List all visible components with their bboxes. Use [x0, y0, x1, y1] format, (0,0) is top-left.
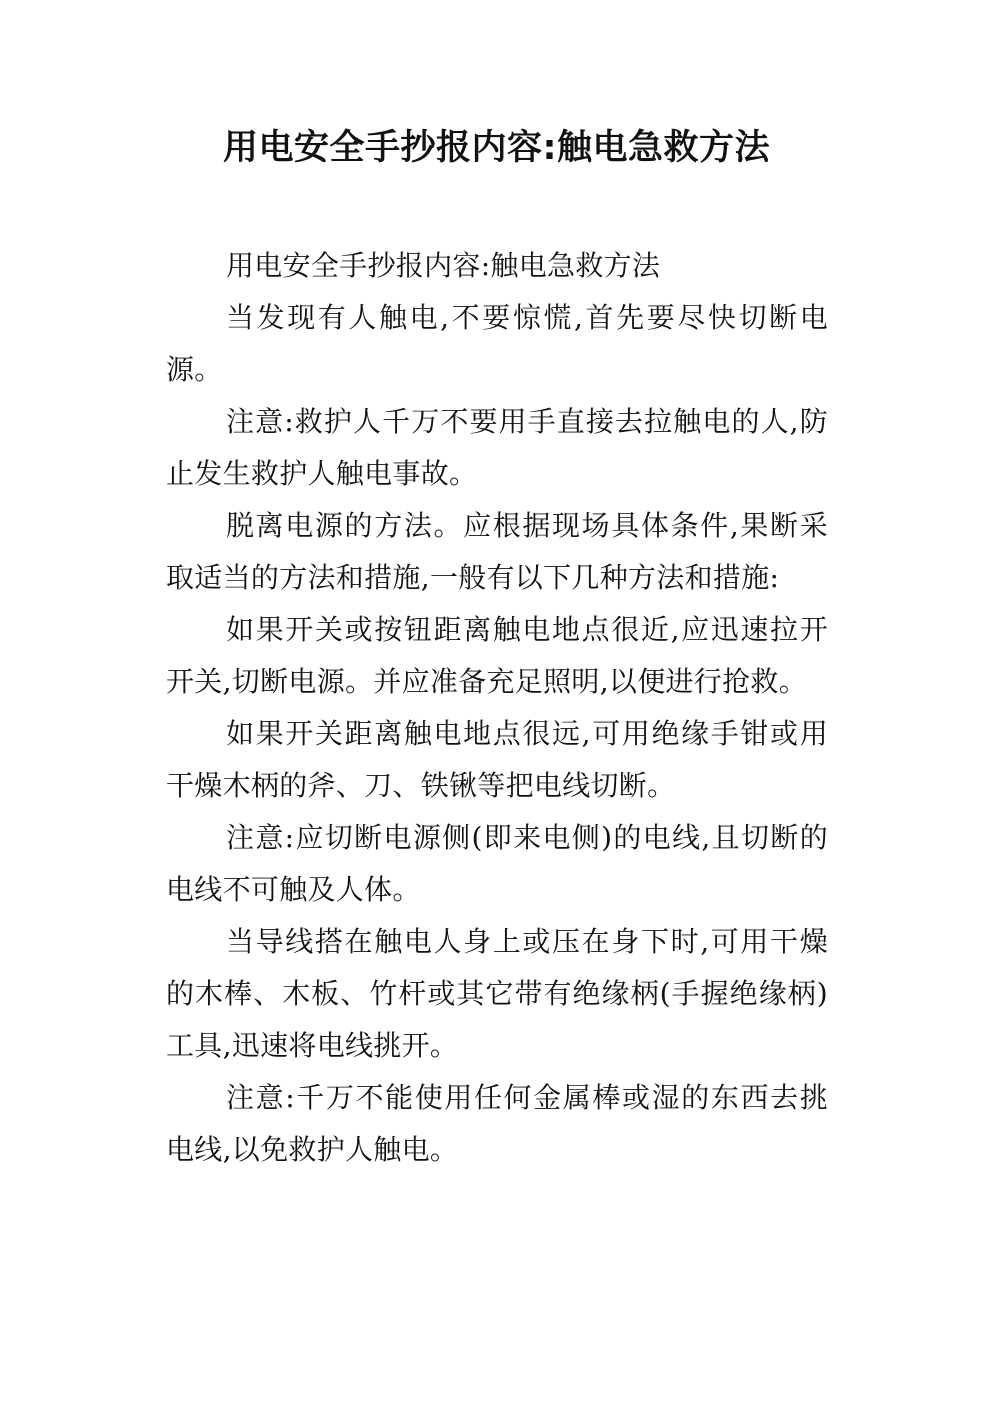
- document-title: 用电安全手抄报内容:触电急救方法: [223, 128, 770, 168]
- paragraph-cut-power: 当发现有人触电,不要惊慌,首先要尽快切断电源。: [166, 301, 828, 386]
- paragraph-switch-far: 如果开关距离触电地点很远,可用绝缘手钳或用干燥木柄的斧、刀、铁锹等把电线切断。: [166, 717, 828, 802]
- paragraph-methods-intro: 脱离电源的方法。应根据现场具体条件,果断采取适当的方法和措施,一般有以下几种方法和措施:: [166, 509, 828, 594]
- paragraph-caution-cut-side: 注意:应切断电源侧(即来电侧)的电线,且切断的电线不可触及人体。: [166, 821, 828, 906]
- document-body: [166, 240, 828, 1176]
- paragraph-heading: 用电安全手抄报内容:触电急救方法: [226, 249, 661, 282]
- paragraph-caution-no-metal: 注意:千万不能使用任何金属棒或湿的东西去挑电线,以免救护人触电。: [166, 1081, 828, 1166]
- paragraph-caution-no-hands: 注意:救护人千万不要用手直接去拉触电的人,防止发生救护人触电事故。: [166, 405, 828, 490]
- paragraph-switch-near: 如果开关或按钮距离触电地点很近,应迅速拉开开关,切断电源。并应准备充足照明,以便进行抢救。: [166, 613, 828, 698]
- paragraph-wire-on-body: 当导线搭在触电人身上或压在身下时,可用干燥的木棒、木板、竹杆或其它带有绝缘柄(手握绝缘柄)工具,迅速将电线挑开。: [166, 925, 828, 1062]
